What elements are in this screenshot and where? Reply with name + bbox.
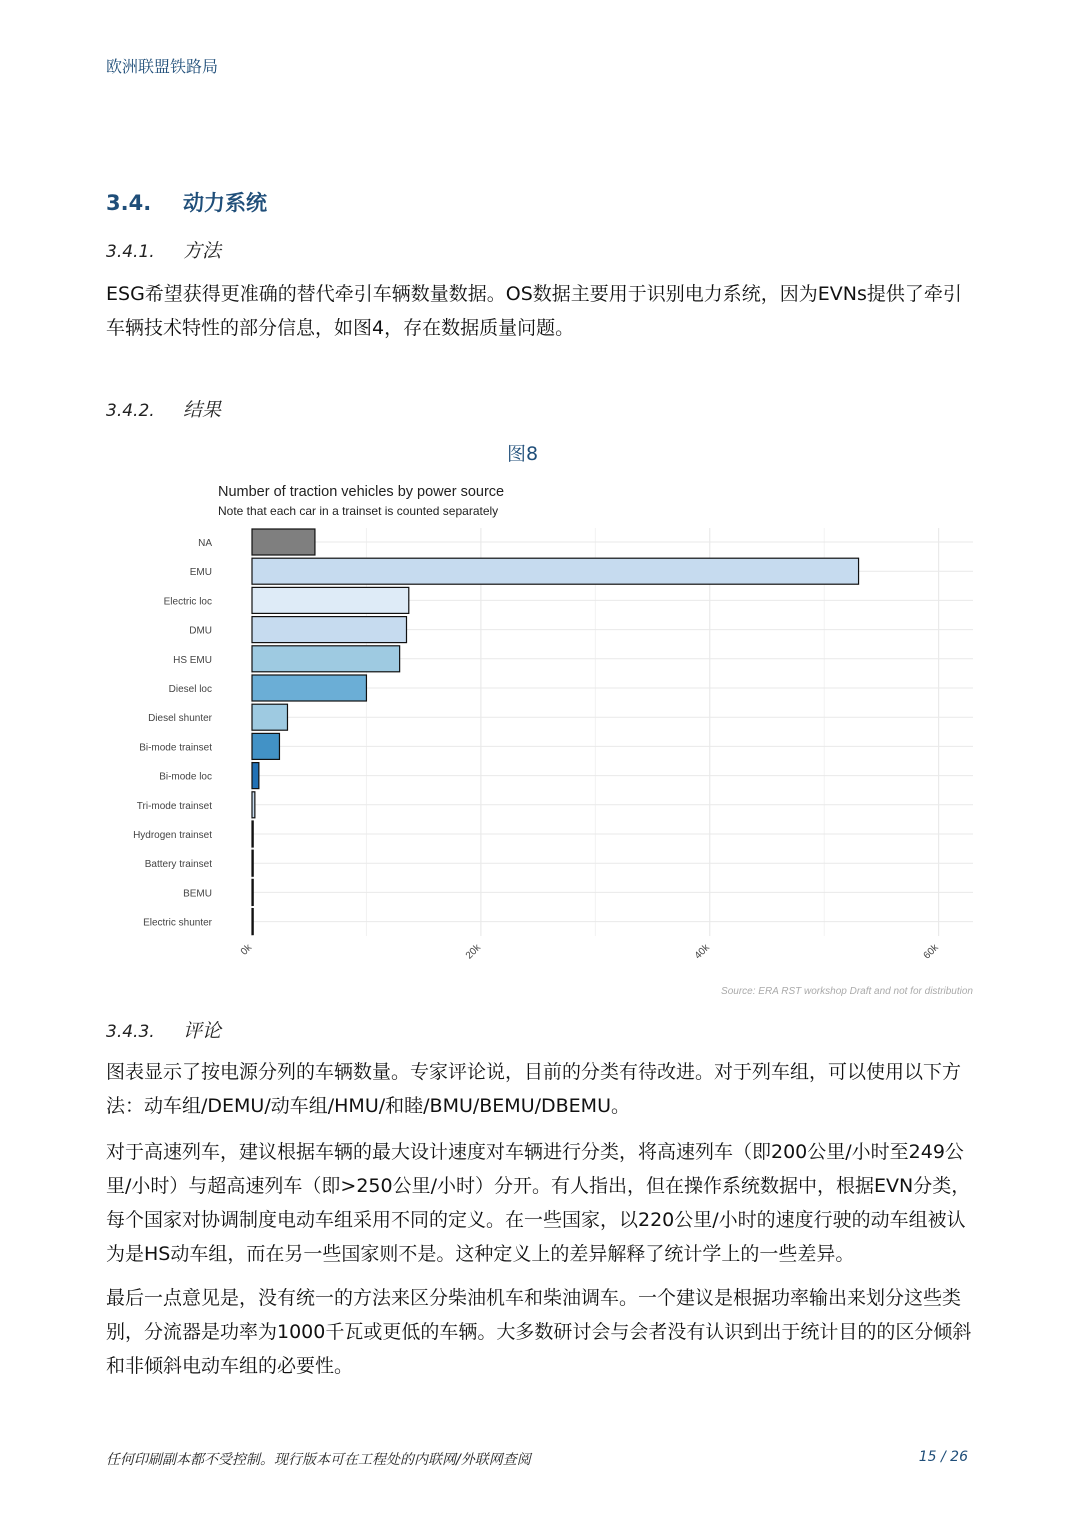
figure-label: 图8 bbox=[506, 443, 539, 465]
y-tick-label: Tri-mode trainset bbox=[136, 800, 212, 812]
y-tick-label: Bi-mode loc bbox=[159, 771, 212, 783]
page-number: 15 / 26 bbox=[918, 1449, 968, 1465]
traction-vehicles-bar-chart bbox=[100, 470, 980, 1000]
subsection-title: 方法 bbox=[183, 240, 222, 262]
bar-electric-loc bbox=[252, 587, 409, 613]
chart-source: Source: ERA RST workshop Draft and not for distribution bbox=[721, 986, 973, 997]
bar-diesel-loc bbox=[252, 675, 366, 701]
y-tick-label: Diesel loc bbox=[168, 684, 212, 695]
chart-bars bbox=[252, 529, 859, 935]
bar-bemu bbox=[252, 879, 253, 905]
comment-paragraph-2: 对于高速列车，建议根据车辆的最大设计速度对车辆进行分类，将高速列车（即200公里/小时至249公里/小时）与超高速列车（即>250公里/小时）分开。有人指出，但在操作系统数据中，根据EVN分类，每个国家对协调制度电动车组采用不同的定义。在一些国家，以220公里/小时的速度行驶的动车组被认为是HS动车组，而在另一些国家则不是。这种定义上的差异解释了统计学上的一些差异。 bbox=[106, 1141, 971, 1265]
subsection-title: 评论 bbox=[183, 1020, 222, 1042]
comment-paragraph-1: 图表显示了按电源分列的车辆数量。专家评论说，目前的分类有待改进。对于列车组，可以使用以下方法：动车组/DEMU/动车组/HMU/和睦/BMU/BEMU/DBEMU。 bbox=[106, 1061, 962, 1117]
bar-hs-emu bbox=[252, 646, 400, 672]
y-tick-label: NA bbox=[198, 538, 212, 549]
subsection-title: 结果 bbox=[183, 399, 222, 421]
y-tick-label: Electric loc bbox=[163, 596, 212, 608]
bar-bi-mode-trainset bbox=[252, 733, 279, 759]
subsection-heading-comments bbox=[106, 1016, 221, 1043]
subsection-heading-results bbox=[106, 395, 221, 422]
y-tick-label: DMU bbox=[189, 625, 212, 637]
subsection-number: 3.4.1. bbox=[106, 242, 155, 262]
bar-emu bbox=[252, 558, 859, 584]
bar-battery-trainset bbox=[252, 850, 253, 876]
section-title: 动力系统 bbox=[183, 191, 267, 215]
bar-dmu bbox=[252, 617, 407, 643]
y-tick-label: Electric shunter bbox=[143, 917, 212, 929]
chart-title: Number of traction vehicles by power source bbox=[218, 484, 505, 500]
y-tick-label: Hydrogen trainset bbox=[133, 830, 212, 841]
bar-diesel-shunter bbox=[252, 704, 287, 730]
bar-hydrogen-trainset bbox=[252, 821, 253, 847]
x-tick-label: 0k bbox=[238, 942, 255, 958]
y-tick-label: HS EMU bbox=[173, 654, 212, 666]
y-tick-label: Bi-mode trainset bbox=[139, 742, 212, 754]
document-header: 欧洲联盟铁路局 bbox=[106, 57, 219, 76]
y-tick-label: BEMU bbox=[183, 888, 212, 900]
section-heading bbox=[106, 187, 267, 217]
x-tick-label: 60k bbox=[921, 942, 941, 962]
subsection-number: 3.4.2. bbox=[106, 401, 155, 421]
subsection-heading-method bbox=[106, 236, 221, 263]
bar-na bbox=[252, 529, 315, 555]
y-tick-label: EMU bbox=[189, 567, 212, 579]
chart-subtitle: Note that each car in a trainset is counted separately bbox=[218, 504, 499, 518]
y-tick-label: Battery trainset bbox=[144, 859, 212, 871]
comment-paragraph-3: 最后一点意见是，没有统一的方法来区分柴油机车和柴油调车。一个建议是根据功率输出来划分这些类别，分流器是功率为1000千瓦或更低的车辆。大多数研讨会与会者没有认识到出于统计目的的区分倾斜和非倾斜电动车组的必要性。 bbox=[106, 1287, 972, 1377]
chart-y-labels bbox=[133, 538, 213, 929]
bar-tri-mode-trainset bbox=[252, 792, 255, 818]
y-tick-label: Diesel shunter bbox=[148, 713, 212, 725]
chart-x-labels bbox=[239, 942, 942, 962]
x-tick-label: 40k bbox=[692, 942, 712, 962]
section-number: 3.4. bbox=[106, 191, 152, 215]
bar-electric-shunter bbox=[252, 909, 253, 935]
subsection-number: 3.4.3. bbox=[106, 1022, 155, 1042]
footer-note: 任何印刷副本都不受控制。现行版本可在工程处的内联网/外联网查阅 bbox=[106, 1452, 531, 1468]
method-paragraph: ESG希望获得更准确的替代牵引车辆数量数据。OS数据主要用于识别电力系统，因为EVNs提供了牵引车辆技术特性的部分信息，如图4，存在数据质量问题。 bbox=[106, 283, 962, 339]
x-tick-label: 20k bbox=[463, 942, 484, 962]
bar-bi-mode-loc bbox=[252, 763, 259, 789]
